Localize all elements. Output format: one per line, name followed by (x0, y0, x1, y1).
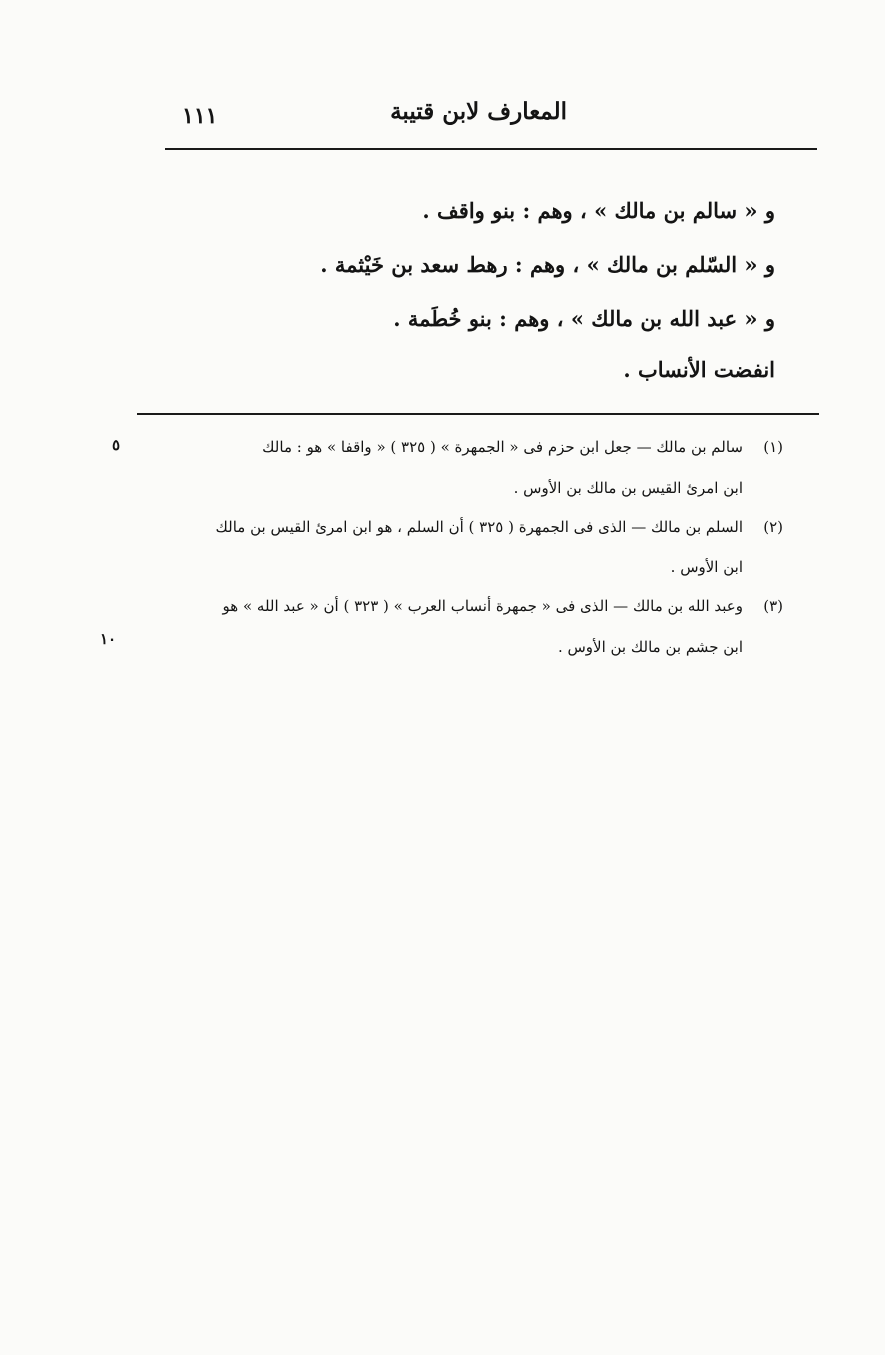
margin-line-number: ٥ (112, 436, 121, 454)
body-line: و « سالم بن مالك » ، وهم : بنو واقف . (422, 198, 775, 223)
footnote-line: ابن امرئ القيس بن مالك بن الأوس . (513, 479, 743, 497)
footnote-line: السلم بن مالك — الذى فى الجمهرة ( ٣٢٥ ) أن السلم ، هو ابن امرئ القيس بن مالك (215, 518, 743, 536)
page-number: ١١١ (182, 103, 218, 129)
footnote-marker: (٣) (763, 597, 783, 615)
body-line: انفضت الأنساب . (623, 357, 775, 382)
footnote-line: وعبد الله بن مالك — الذى فى « جمهرة أنساب العرب » ( ٣٢٣ ) أن « عبد الله » هو (222, 597, 743, 615)
footnote-marker: (٢) (763, 518, 783, 536)
footnote-line: ابن الأوس . (670, 558, 743, 576)
footnote-marker: (١) (763, 438, 783, 456)
footnote-separator (137, 413, 819, 415)
footnote-line: سالم بن مالك — جعل ابن حزم فى « الجمهرة » ( ٣٢٥ ) « واقفا » هو : مالك (262, 438, 743, 456)
footnote-line: ابن جشم بن مالك بن الأوس . (557, 638, 743, 656)
body-line: و « السّلم بن مالك » ، وهم : رهط سعد بن خَيْثمة . (320, 252, 775, 277)
header-rule (165, 148, 817, 150)
margin-line-number: ١٠ (100, 630, 117, 648)
running-title: المعارف لابن قتيبة (390, 98, 567, 125)
body-line: و « عبد الله بن مالك » ، وهم : بنو خُطَمة . (393, 306, 775, 331)
